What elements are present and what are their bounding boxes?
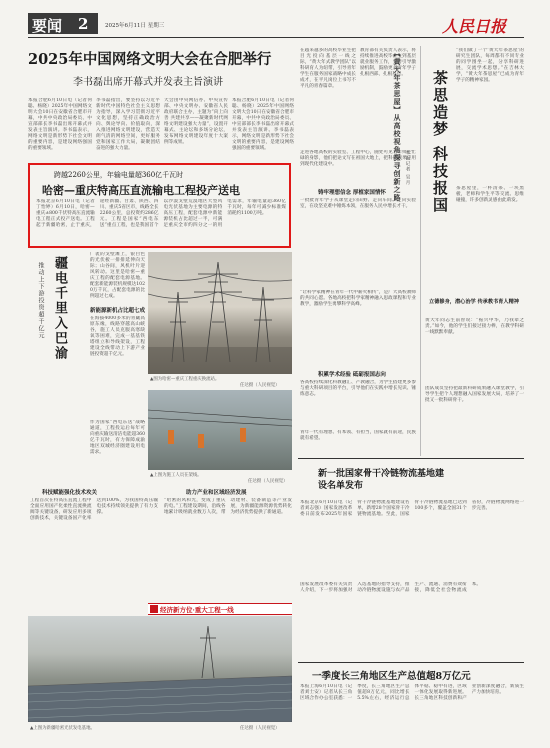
middle-body-3: 走进各地高校的实验室、工程中心，随处可见青年师生忙碌的身影，他们把论文写在祖国大地上，把科技成果应用到现代化建设中。 — [300, 150, 416, 167]
left-sub-1: 科技赋能强化技术攻关 — [42, 490, 98, 496]
banner-icon — [150, 605, 158, 613]
banner-text: 经济新方位·重大工程一线 — [160, 606, 234, 614]
photo3-caption: ▲上图为新疆哈密光伏发电基地。 — [30, 726, 95, 731]
middle-section-title: 铸牢理想信念 厚植家国情怀 — [318, 190, 386, 196]
lead-body-col1: 本报合肥6月10日电（记者何聪、杨晓）2025年中国网络文明大会10日在安徽省合肥市开幕，中共中央政治局委员、中宣部部长李书磊出席开幕式并发表主旨演讲。李书磊表示，网络文明是新形势下社会文明的重要内容，是建设网络强国的重要领域。 — [28, 98, 92, 151]
masthead-date: 2025年6月11日 星期三 — [105, 23, 165, 29]
middle-body-7: 青年一代有理想、有本领、有担当，国家就有前途，民族就有希望。 — [300, 430, 416, 441]
right-body-2: 茶思屋里，一杯清茶、一块黑板，老师和学生平等交流、思维碰撞，许多创新灵感由此萌发。 — [456, 186, 524, 203]
middle-body-2: 教育部有关负责人表示，将持续推进高校毕业生到基层就业服务工作，完善引导激励机制，鼓励更多青年学子扎根西部、扎根基层。 — [360, 48, 416, 77]
photo3-credit: 任达摄（人民视觉） — [240, 726, 280, 731]
lead-subhead: 李书磊出席开幕式并发表主旨演讲 — [73, 77, 223, 88]
left-vertical-subtitle: 推动上下游投资超千亿元 — [37, 262, 44, 339]
photo-solar-base — [28, 616, 292, 722]
left-body-1: 广袤的戈壁滩上，银白色的光伏板一排排延伸向天际；山谷间，风机叶片迎风转动。这里是哈密—重庆工程的配套电源基地。配套新能源装机规模达1020万千瓦，占配套电源的比例超过七成。 — [90, 252, 145, 299]
photo2-credit: 任达摄（人民视觉） — [248, 479, 288, 484]
middle-section-title-2: 积累学术经验 砥砺报国志向 — [318, 372, 386, 378]
cold-chain-body: 本报北京6月10日电（记者刘志强）国家发展改革委日前发布2025年国家骨干冷链物流基地建设名单，新增28个国家骨干冷链物流基地。至此，国家骨干冷链物流基地已达到100多个，覆盖全国31个省份，冷链物流网络进一步完善。 — [300, 500, 524, 517]
left-body-5: “哈密的风和光，变成了重庆的电。”工程建设期间，沿线各地累计吸纳就业数万人次，带动建材、装备制造等产业发展，为新疆能源资源优势转化为经济优势提供了新通道。 — [164, 498, 292, 515]
masthead-rule — [28, 37, 524, 38]
right-body-3: 黄大年同志生前曾说：“振兴中华，乃我辈之责。”如今，他的学生们接过接力棒，在教学科研一线默默奉献。 — [425, 318, 524, 335]
middle-body-4: 一批批青年学子从课堂走向田野、走向车间、走向实验室，在攻坚克难中锤炼本领，在服务人民中增长才干。 — [300, 198, 416, 209]
middle-body-6: 各高校持续深化科教融汇、产教融合，为学生搭建更多参与重大科研项目的平台，引导他们在实践中增长见识、锤炼意志。 — [300, 380, 416, 397]
right-vertical-subtitle: 【黄大年茶思屋】从高校视角探寻创新之路 — [393, 50, 402, 202]
right-body-1: “我们做了一个‘黄大年茶思屋’的研究生团队，每周都有不同专业的同学围坐一起，分享科研进展，交流学术思想。”在吉林大学，“黄大年茶思屋”已成为青年学子的精神家园。 — [456, 48, 524, 83]
right-section: 立德修身，潜心治学 传承教书育人精神 — [429, 299, 519, 305]
tower-illustration — [148, 252, 292, 374]
photo-workers — [148, 390, 292, 470]
masthead — [28, 13, 524, 34]
workers-illustration — [148, 390, 292, 470]
delta-body: 本报上海6月10日电（记者刘士安）记者从长三角区域合作办公室获悉：一季度，长三角地区生产总值超8万亿元，同比增长5.5%左右，经济运行总体平稳、稳中有进，区域一体化发展取得新进展。长三角地区科技创新和产业创新深度融合，新质生产力加快培育。 — [300, 684, 524, 701]
featured-body: 本报北京6月10日电（记者丁怡婷）6月10日，哈密—重庆±800千伏特高压直流输电工程正式投产送电。工程起于新疆哈密，止于重庆，途经新疆、甘肃、陕西、四川、重庆5省区市，线路全长2260公里，总投资约286亿元。工程是国家“西电东送”重点工程，也是我国首个以沙漠戈壁荒漠地区大型风电光伏基地为主要电源的特高压工程，配套电源中新能源装机占比超过一半，可满足重庆全市约四分之一的用电需求，年输电量超360亿千瓦时，每年可减少标准煤消耗约1100万吨。 — [36, 199, 286, 228]
cold-chain-body-2: 国家发展改革委有关负责人介绍，下一步将加强对入选基地的指导支持，推动冷链物流设施与农产品生产、流通、消费有效衔接，降低全社会物流成本。 — [300, 582, 481, 593]
lead-body-col2: 李书磊指出，要坚持以习近平新时代中国特色社会主义思想为指导，深入学习贯彻习近平文化思想，坚持正确政治方向、舆论导向、价值取向，深入推进网络文明建设，营造天朗气清的网络空间，更好服务党和国家工作大局，凝聚团结奋进的强大力量。 — [96, 98, 160, 151]
section-label: 要闻 — [32, 17, 63, 35]
right-vertical-title-1: 茶思造梦 — [431, 70, 449, 138]
photo1-caption: ▲图为哈密—重庆工程重庆换流站。 — [150, 377, 220, 382]
delta-headline: 一季度长三角地区生产总值超8万亿元 — [312, 671, 471, 682]
lead-body-col3: 大会由中央网信办、中央宣传部、中央文明办、安徽省人民政府联合主办，主题为“向上向善 共建共享——凝聚新时代网络文明建设强大力量”，设置开幕式、主论坛和多场分论坛，发布网络文明建设年度十大案例等成果。 — [164, 98, 228, 145]
right-byline: 本报记者 吴月 — [405, 150, 410, 186]
photo1-credit: 任达摄（人民视觉） — [240, 383, 280, 388]
lead-headline: 2025年中国网络文明大会在合肥举行 — [28, 51, 272, 68]
newspaper-logo: 人民日报 — [442, 17, 507, 36]
cold-chain-headline: 新一批国家骨干冷链物流基地建设名单发布 — [318, 469, 445, 491]
right-body-4: 团队成员坚持把最新科研成果融入课堂教学，引导学生把个人理想融入国家发展大局，培养了一批又一批科研骨干。 — [425, 386, 524, 403]
right-vertical-title-2: 科技报国 — [431, 146, 449, 214]
lead-body-col4: 本报合肥6月10日电（记者何聪、杨晓）2025年中国网络文明大会10日在安徽省合肥市开幕，中共中央政治局委员、中宣部部长李书磊出席开幕式并发表主旨演讲。李书磊表示，网络文明是新形势下社会文明的重要内容，是建设网络强国的重要领域。 — [232, 98, 294, 151]
left-section-1: 新能源新机占比超七成 — [90, 308, 146, 314]
left-sub-2: 助力产业和区域经济发展 — [186, 490, 247, 496]
left-body-2: 在海拔4000多米的青藏高原东缘，线路穿越高山峡谷，施工人员克服高寒缺氧等困难，完成一基基铁塔组立和导线架设，工程建设全线带动上下游产业链投资超千亿元。 — [90, 316, 145, 357]
middle-body-1: 在越来越多的高校毕业生把目光投向基层一线之际，“黄大年式教学团队”以科研育人为纽带，引导青年学生在服务国家战略中成长成才，在平凡岗位上书写不平凡的青春篇章。 — [300, 48, 356, 89]
page-number: 2 — [78, 15, 89, 33]
middle-body-5: “让科学家精神在青年一代中薪火相传”，是广大高校教师的共同心愿。各地高校把科学家精神融入思政课程和专业教学，激励学生勇攀科学高峰。 — [300, 290, 416, 307]
featured-headline: 哈密—重庆特高压直流输电工程投产送电 — [42, 184, 240, 197]
right-divider — [420, 46, 421, 456]
cold-chain-rule — [298, 458, 524, 459]
delta-rule — [298, 662, 524, 663]
left-body-4: 工程首次在特高压直流工程中全面应用国产化柔性直流换流阀等关键设备，研发应用多项创新技术，关键设备国产化率达到100%，为我国特高压输电技术持续领先提供了有力支撑。 — [30, 498, 158, 521]
photo2-caption: ▲上图为施工人员在架线。 — [150, 473, 202, 478]
featured-kicker: 跨越2260公里，年输电量超360亿千瓦时 — [54, 171, 184, 179]
left-vertical-title: 疆电千里入巴渝 — [52, 256, 67, 361]
solar-illustration — [28, 616, 292, 722]
left-body-3: 作为国家“西电东送”战略通道，工程投运后每年可向重庆输送清洁电能超360亿千瓦时，有力保障成渝地区双城经济圈建设用电需求。 — [90, 420, 145, 455]
photo-transmission-towers — [148, 252, 292, 374]
